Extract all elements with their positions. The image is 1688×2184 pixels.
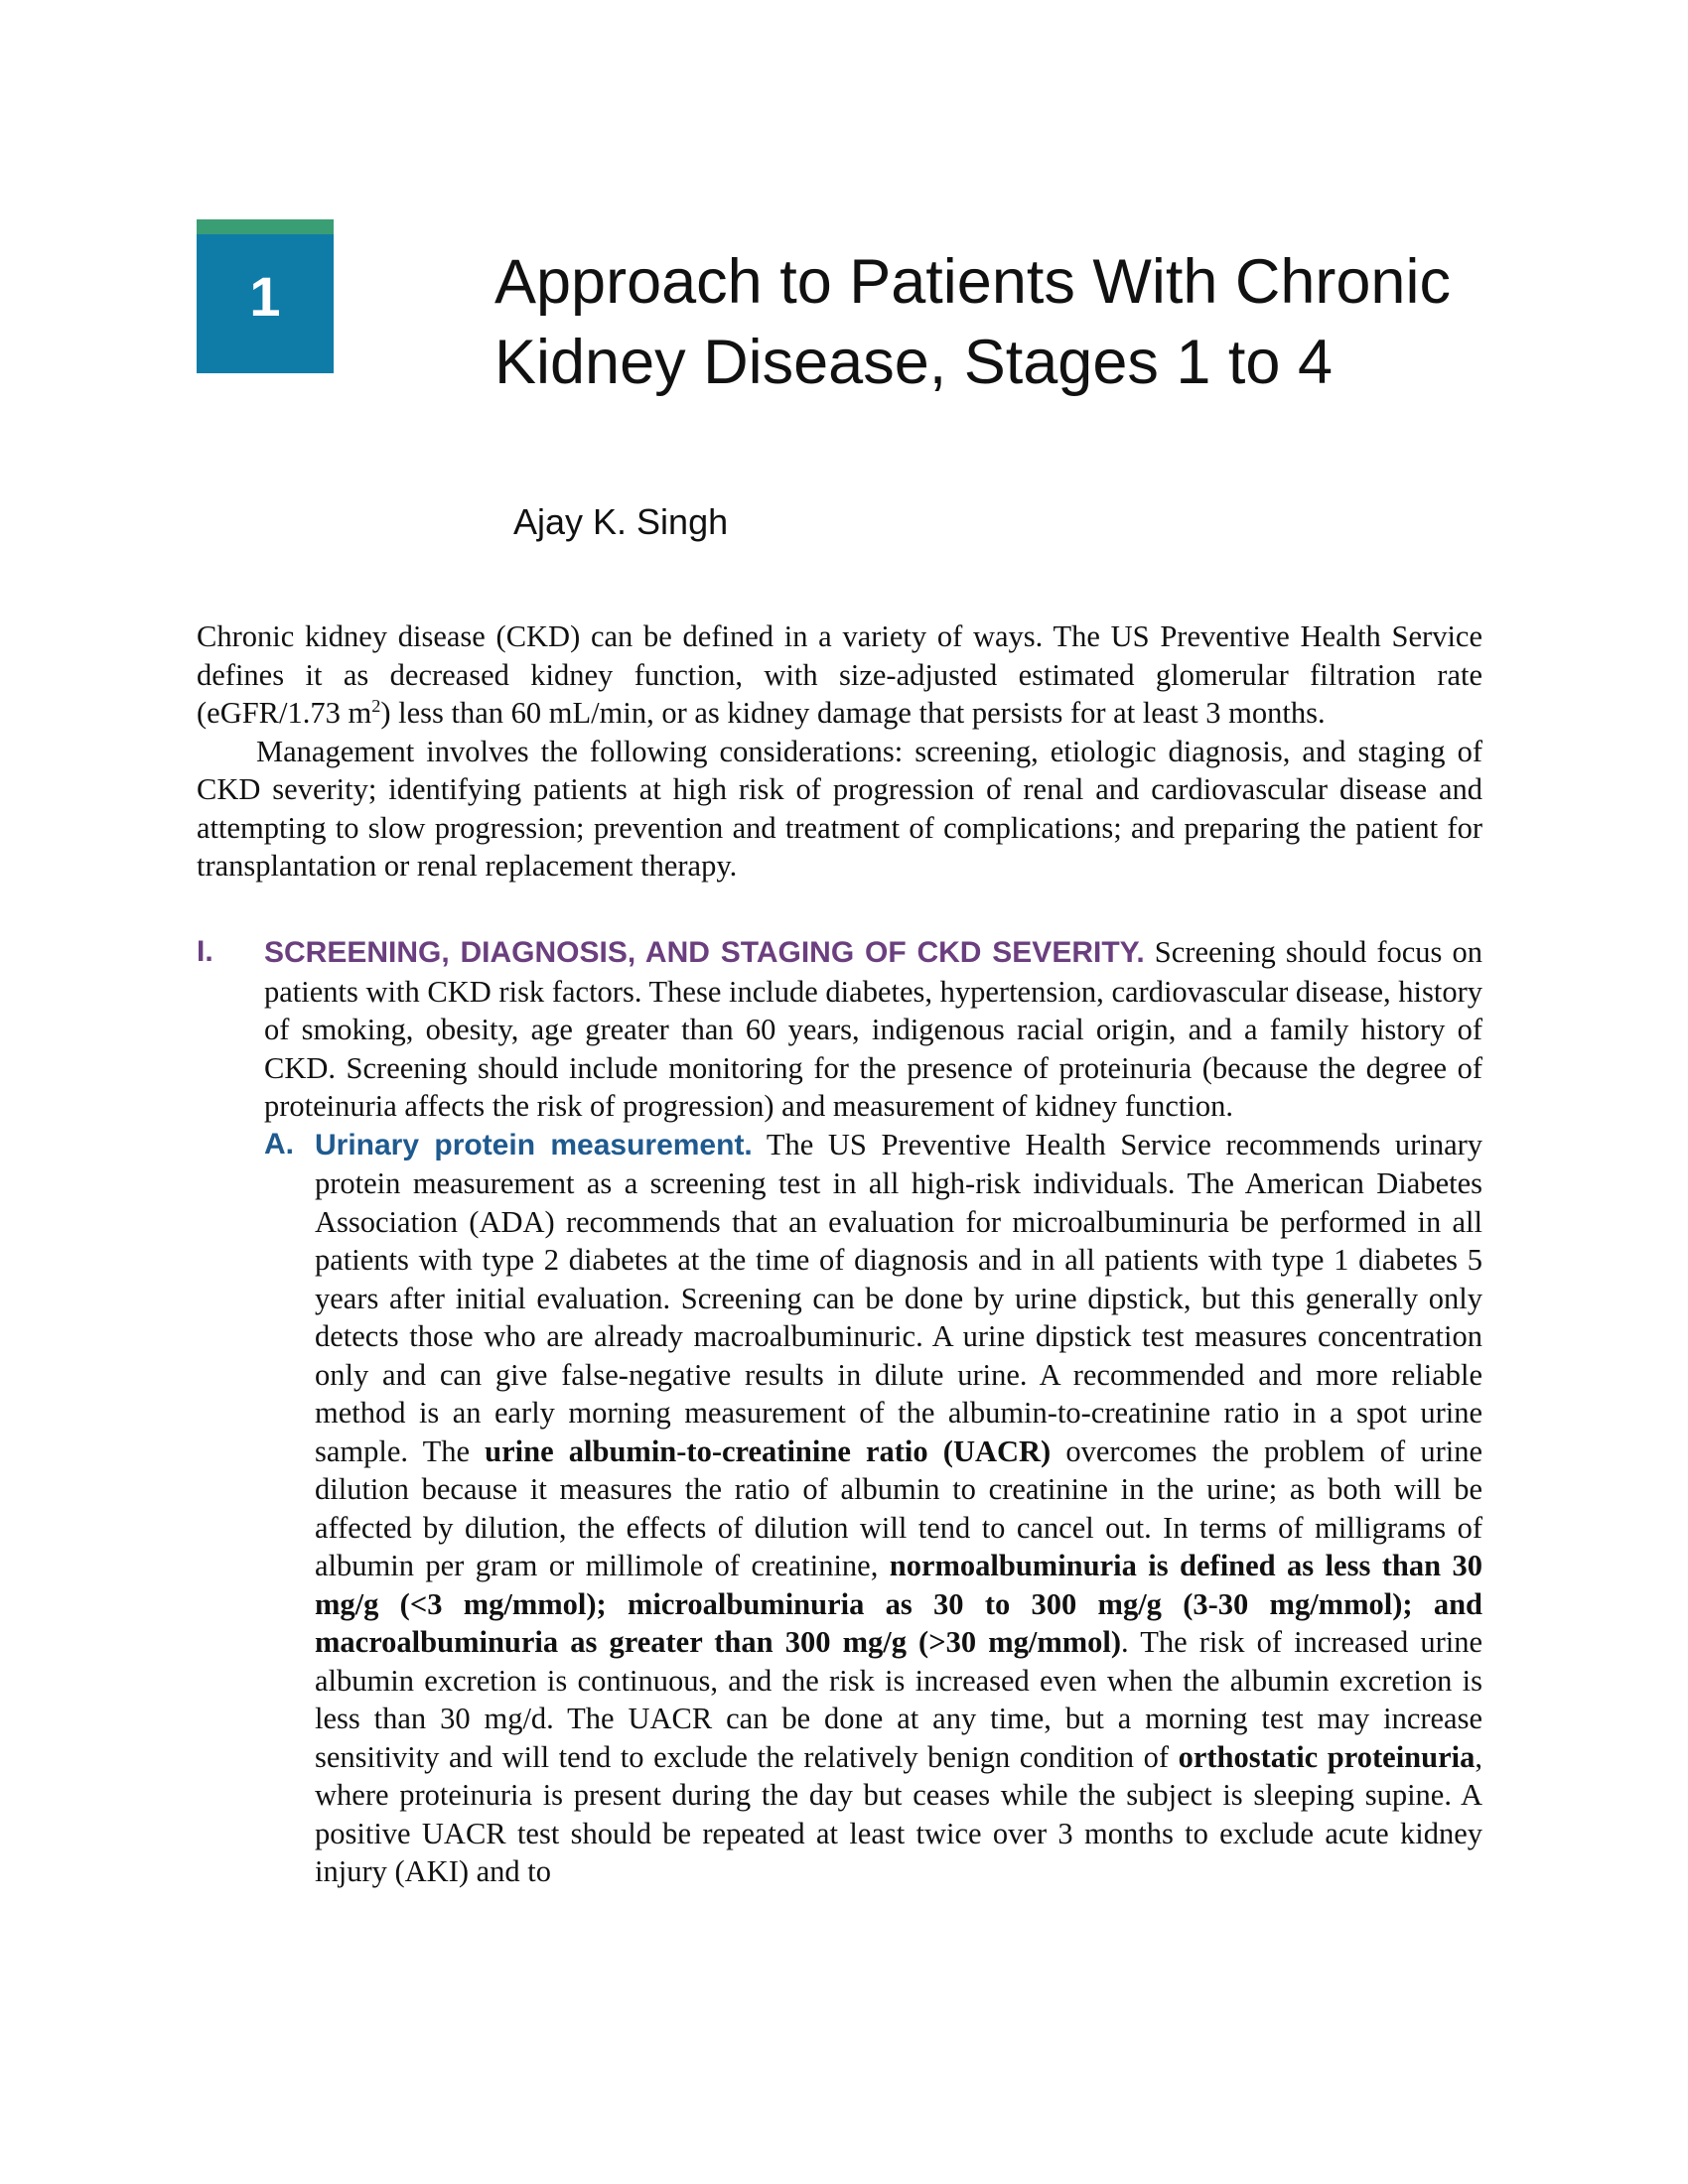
intro-p1-part-a: Chronic kidney disease (CKD) can be defined in a variety of ways. The US Preventive Health Service defines it as decreased kidney function, with size-adjusted estimated glomerular filtration rate (eGFR/1.73 m: [197, 619, 1482, 730]
orthostatic-proteinuria-term: orthostatic proteinuria: [1178, 1739, 1476, 1774]
chapter-title: Approach to Patients With Chronic Kidney Disease, Stages 1 to 4: [494, 247, 1451, 397]
subsection-a: [264, 1126, 1482, 1891]
section-1-text: Screening should focus on patients with CKD risk factors. These include diabetes, hypertension, cardiovascular disease, history of smoking, obesity, age greater than 60 years, indigenous racial origin, and a family history of CKD. Screening should include monitoring for the presence of proteinuria (because the degree of proteinuria affects the risk of progression) and measurement of kidney function.: [264, 935, 1482, 1123]
chapter-box-stripe: [197, 219, 334, 234]
intro-p1-superscript: 2: [371, 695, 381, 716]
section-1: [197, 933, 1482, 1891]
subsection-a-text-1: The US Preventive Health Service recommends urinary protein measurement as a screening test in all high-risk individuals. The American Diabetes Association (ADA) recommends that an evaluation for microalbuminuria be performed in all patients with type 2 diabetes at the time of diagnosis and in all patients with type 1 diabetes 5 years after initial evaluation. Screening can be done by urine dipstick, but this generally only detects those who are already macroalbuminuric. A urine dipstick test measures concentration only and can give false-negative results in dilute urine. A recommended and more reliable method is an early morning measurement of the albumin-to-creatinine ratio in a spot urine sample. The: [315, 1127, 1483, 1468]
section-1-paragraph: [264, 933, 1482, 1126]
subsection-a-heading: Urinary protein measurement.: [315, 1128, 753, 1161]
intro-text: [197, 617, 1482, 886]
albuminuria-definitions: normoalbuminuria is defined as less than 30 mg/g (<3 mg/mmol); microalbuminuria as 30 to 300 mg/g (3-30 mg/mmol); and macroalbuminuria as greater than 300 mg/g (>30 mg/mmol): [315, 1549, 1482, 1659]
chapter-author: Ajay K. Singh: [513, 501, 729, 542]
intro-p1-part-b: ) less than 60 mL/min, or as kidney damage that persists for at least 3 months.: [380, 696, 1326, 730]
subsection-a-text-4: , where proteinuria is present during the day but ceases while the subject is sleeping supine. A positive UACR test should be repeated at least twice over 3 months to exclude acute kidney injury (AKI) and to: [315, 1739, 1482, 1888]
subsection-a-text-2: overcomes the problem of urine dilution because it measures the ratio of albumin to creatinine in the urine; as both will be affected by dilution, the effects of dilution will tend to cancel out. In terms of milligrams of albumin per gram or millimole of creatinine,: [315, 1433, 1482, 1582]
chapter-number-box: [197, 219, 334, 373]
subsection-a-paragraph: [315, 1126, 1482, 1891]
chapter-number: 1: [249, 265, 281, 328]
subsection-a-text-3: . The risk of increased urine albumin excretion is continuous, and the risk is increased even when the albumin excretion is less than 30 mg/d. The UACR can be done at any time, but a morning test may increase sensitivity and will tend to exclude the relatively benign condition of: [315, 1625, 1482, 1774]
section-1-heading: SCREENING, DIAGNOSIS, AND STAGING OF CKD SEVERITY.: [264, 936, 1145, 969]
intro-paragraph-2: Management involves the following considerations: screening, etiologic diagnosis, and staging of CKD severity; identifying patients at high risk of progression of renal and cardiovascular disease and attempting to slow progression; prevention and treatment of complications; and preparing the patient for transplantation or renal replacement therapy.: [197, 734, 1482, 883]
subsection-a-label: A.: [264, 1127, 294, 1160]
intro-paragraph-1: [197, 617, 1482, 733]
uacr-term: urine albumin-to-creatinine ratio (UACR): [485, 1433, 1052, 1468]
section-1-label: I.: [197, 935, 213, 968]
